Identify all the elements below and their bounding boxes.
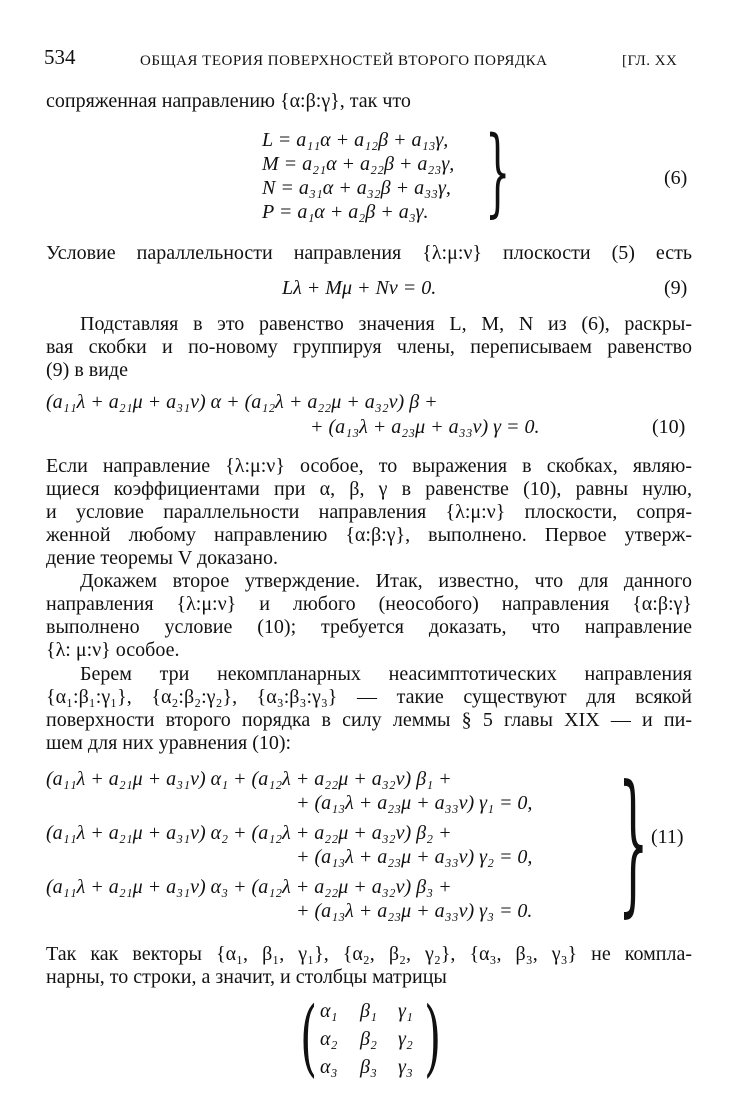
chapter-marker: [ГЛ. XX xyxy=(622,53,678,69)
page-number: 534 xyxy=(44,45,76,69)
system11-line: + (a₁₃λ + a₂₃μ + a₃₃ν) γ₂ = 0, xyxy=(296,846,533,868)
matrix-cell: γ₁ xyxy=(398,1000,413,1022)
matrix-cell: α₃ xyxy=(320,1056,338,1078)
text-line: Подставляя в это равенство значения L, M, N из (6), раскры- xyxy=(80,313,692,335)
matrix-cell: γ₂ xyxy=(398,1028,413,1050)
system6-line: L = a₁₁α + a₁₂β + a₁₃γ, xyxy=(262,129,449,151)
equation-label-11: (11) xyxy=(651,826,684,848)
matrix-right-paren: ) xyxy=(424,990,442,1087)
text-line: и условие параллельности направления {λ:μ:ν} плоскости, сопря- xyxy=(46,501,692,523)
text-line: щиеся коэффициентами при α, β, γ в равенстве (10), равны нулю, xyxy=(46,478,692,500)
text-line: Так как векторы {α₁, β₁, γ₁}, {α₂, β₂, γ₂}, {α₃, β₃, γ₃} не компла- xyxy=(46,943,692,965)
text-line: выполнено условие (10); требуется доказать, что направление xyxy=(46,616,692,638)
system11-line: (a₁₁λ + a₂₁μ + a₃₁ν) α₁ + (a₁₂λ + a₂₂μ + a₃₂ν) β₁ + xyxy=(46,768,452,790)
right-brace: } xyxy=(485,118,511,229)
matrix-cell: α₂ xyxy=(320,1028,338,1050)
equation-9: Lλ + Mμ + Nν = 0. xyxy=(282,277,437,299)
system11-line: (a₁₁λ + a₂₁μ + a₃₁ν) α₂ + (a₁₂λ + a₂₂μ + a₃₂ν) β₂ + xyxy=(46,822,452,844)
text-line: нарны, то строки, а значит, и столбцы матрицы xyxy=(46,966,447,988)
system6-line: N = a₃₁α + a₃₂β + a₃₃γ, xyxy=(262,177,451,199)
text-line: вая скобки и по-новому группируя члены, переписываем равенство xyxy=(46,336,692,358)
matrix-cell: α₁ xyxy=(320,1000,338,1022)
text-line: поверхности второго порядка в силу леммы § 5 главы XIX — и пи- xyxy=(46,709,692,731)
text-line: Если направление {λ:μ:ν} особое, то выражения в скобках, являю- xyxy=(46,455,692,477)
system6-line: P = a₁α + a₂β + a₃γ. xyxy=(262,201,429,223)
matrix-left-paren: ( xyxy=(300,990,318,1087)
system6-line: M = a₂₁α + a₂₂β + a₂₃γ, xyxy=(262,153,455,175)
equation-10-line2: + (a₁₃λ + a₂₃μ + a₃₃ν) γ = 0. xyxy=(310,416,540,438)
text-line: Берем три некомпланарных неасимптотических направления xyxy=(80,663,692,685)
text-line: дение теоремы V доказано. xyxy=(46,547,278,569)
text-line: {α₁:β₁:γ₁}, {α₂:β₂:γ₂}, {α₃:β₃:γ₃} — такие существуют для всякой xyxy=(46,686,692,708)
equation-10-line1: (a₁₁λ + a₂₁μ + a₃₁ν) α + (a₁₂λ + a₂₂μ + a₃₂ν) β + xyxy=(46,391,438,413)
matrix-cell: β₃ xyxy=(360,1056,377,1078)
running-title: ОБЩАЯ ТЕОРИЯ ПОВЕРХНОСТЕЙ ВТОРОГО ПОРЯДКА xyxy=(140,53,548,69)
system11-line: + (a₁₃λ + a₂₃μ + a₃₃ν) γ₁ = 0, xyxy=(296,792,533,814)
text-line: женной любому направлению {α:β:γ}, выполнено. Первое утверж- xyxy=(46,524,692,546)
text-line: шем для них уравнения (10): xyxy=(46,732,292,754)
text-line: направления {λ:μ:ν} и любого (неособого) направления {α:β:γ} xyxy=(46,593,692,615)
condition-paragraph: Условие параллельности направления {λ:μ:ν} плоскости (5) есть xyxy=(46,242,692,264)
equation-label-6: (6) xyxy=(664,167,688,189)
equation-label-9: (9) xyxy=(664,277,688,299)
matrix-cell: β₁ xyxy=(360,1000,377,1022)
system11-line: + (a₁₃λ + a₂₃μ + a₃₃ν) γ₃ = 0. xyxy=(296,900,533,922)
intro-line: сопряженная направлению {α:β:γ}, так что xyxy=(46,90,411,112)
matrix-cell: γ₃ xyxy=(398,1056,413,1078)
text-line: (9) в виде xyxy=(46,359,128,381)
right-brace: } xyxy=(618,754,649,934)
text-line: Докажем второе утверждение. Итак, известно, что для данного xyxy=(80,570,692,592)
system11-line: (a₁₁λ + a₂₁μ + a₃₁ν) α₃ + (a₁₂λ + a₂₂μ + a₃₂ν) β₃ + xyxy=(46,876,452,898)
matrix-cell: β₂ xyxy=(360,1028,377,1050)
equation-label-10: (10) xyxy=(652,416,686,438)
text-line: {λ: μ:ν} особое. xyxy=(46,639,180,661)
